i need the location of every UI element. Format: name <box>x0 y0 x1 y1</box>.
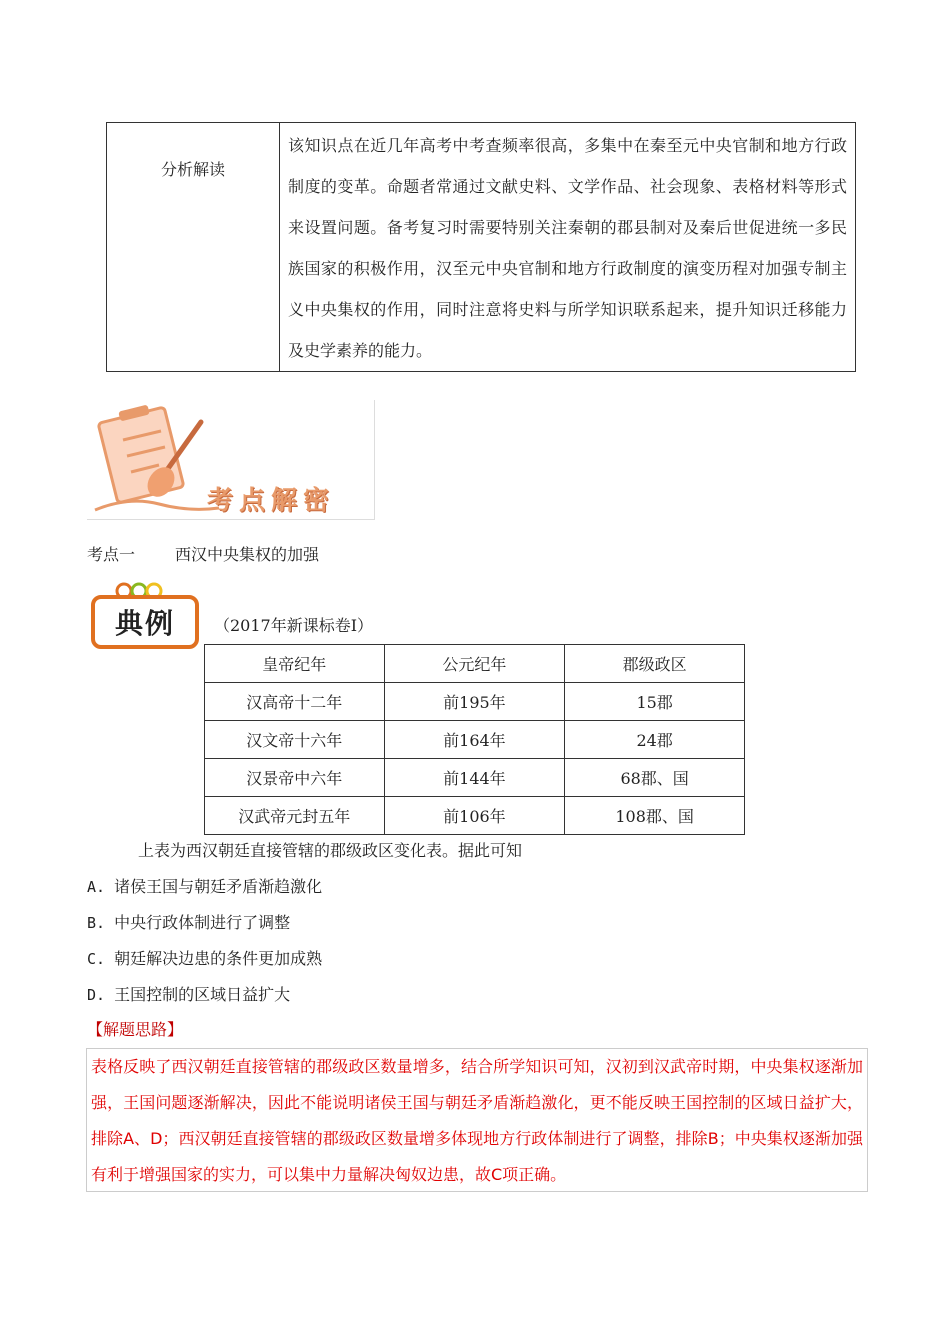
solution-text: 表格反映了西汉朝廷直接管辖的郡级政区数量增多，结合所学知识可知，汉初到汉武帝时期，中央集权逐渐加强，王国问题逐渐解决，因此不能说明诸侯王国与朝廷矛盾渐趋激化，更不能反映王国控制的区域日益扩大，排除A、D；西汉朝廷直接管辖的郡级政区数量增多体现地方行政体制进行了调整，排除B；中央集权逐渐加强有利于增强国家的实力，可以集中力量解决匈奴边患，故C项正确。 <box>86 1048 868 1192</box>
table-cell: 68郡、国 <box>565 759 745 797</box>
option-key: D. <box>87 986 106 1004</box>
option-text: 王国控制的区域日益扩大 <box>114 985 291 1004</box>
solution-label: 【解题思路】 <box>87 1020 184 1039</box>
table-header: 公元纪年 <box>384 645 565 683</box>
analysis-table <box>106 122 856 372</box>
data-table <box>204 644 745 835</box>
analysis-text: 该知识点在近几年高考中考查频率很高，多集中在秦至元中央官制和地方行政制度的变革。命题者常通过文献史料、文学作品、社会现象、表格材料等形式来设置问题。备考复习时需要特别关注秦朝的郡县制对及秦后世促进统一多民族国家的积极作用，汉至元中央官制和地方行政制度的演变历程对加强专制主义中央集权的作用，同时注意将史料与所学知识联系起来，提升知识迁移能力及史学素养的能力。 <box>280 123 856 372</box>
table-row <box>205 759 745 797</box>
option-text: 中央行政体制进行了调整 <box>114 913 291 932</box>
question-source: （2017年新课标卷Ⅰ） <box>214 616 374 635</box>
table-header-row <box>205 645 745 683</box>
table-cell: 前106年 <box>384 797 565 835</box>
table-cell: 汉高帝十二年 <box>205 683 385 721</box>
table-cell: 前144年 <box>384 759 565 797</box>
table-cell: 汉文帝十六年 <box>205 721 385 759</box>
option-text: 朝廷解决边患的条件更加成熟 <box>114 949 323 968</box>
table-cell: 前164年 <box>384 721 565 759</box>
table-row <box>205 721 745 759</box>
option-c <box>87 946 322 969</box>
table-cell: 汉武帝元封五年 <box>205 797 385 835</box>
example-badge <box>90 582 200 650</box>
table-header: 郡级政区 <box>565 645 745 683</box>
question-stem: 上表为西汉朝廷直接管辖的郡级政区变化表。据此可知 <box>138 841 523 860</box>
section-number: 考点一 <box>87 545 136 564</box>
table-row <box>205 797 745 835</box>
option-b <box>87 910 290 933</box>
kaodian-banner <box>87 400 375 520</box>
badge-text: 典例 <box>114 607 175 640</box>
table-cell: 前195年 <box>384 683 565 721</box>
table-row <box>205 683 745 721</box>
analysis-label: 分析解读 <box>107 123 280 372</box>
option-text: 诸侯王国与朝廷矛盾渐趋激化 <box>114 877 323 896</box>
table-cell: 24郡 <box>565 721 745 759</box>
option-key: C. <box>87 950 106 968</box>
table-cell: 15郡 <box>565 683 745 721</box>
option-d <box>87 982 290 1005</box>
banner-title: 考点解密 <box>207 486 336 516</box>
option-a <box>87 874 322 897</box>
option-key: A. <box>87 878 106 896</box>
table-cell: 汉景帝中六年 <box>205 759 385 797</box>
option-key: B. <box>87 914 106 932</box>
section-heading <box>87 542 319 565</box>
table-header: 皇帝纪年 <box>205 645 385 683</box>
table-cell: 108郡、国 <box>565 797 745 835</box>
section-title: 西汉中央集权的加强 <box>175 545 320 564</box>
